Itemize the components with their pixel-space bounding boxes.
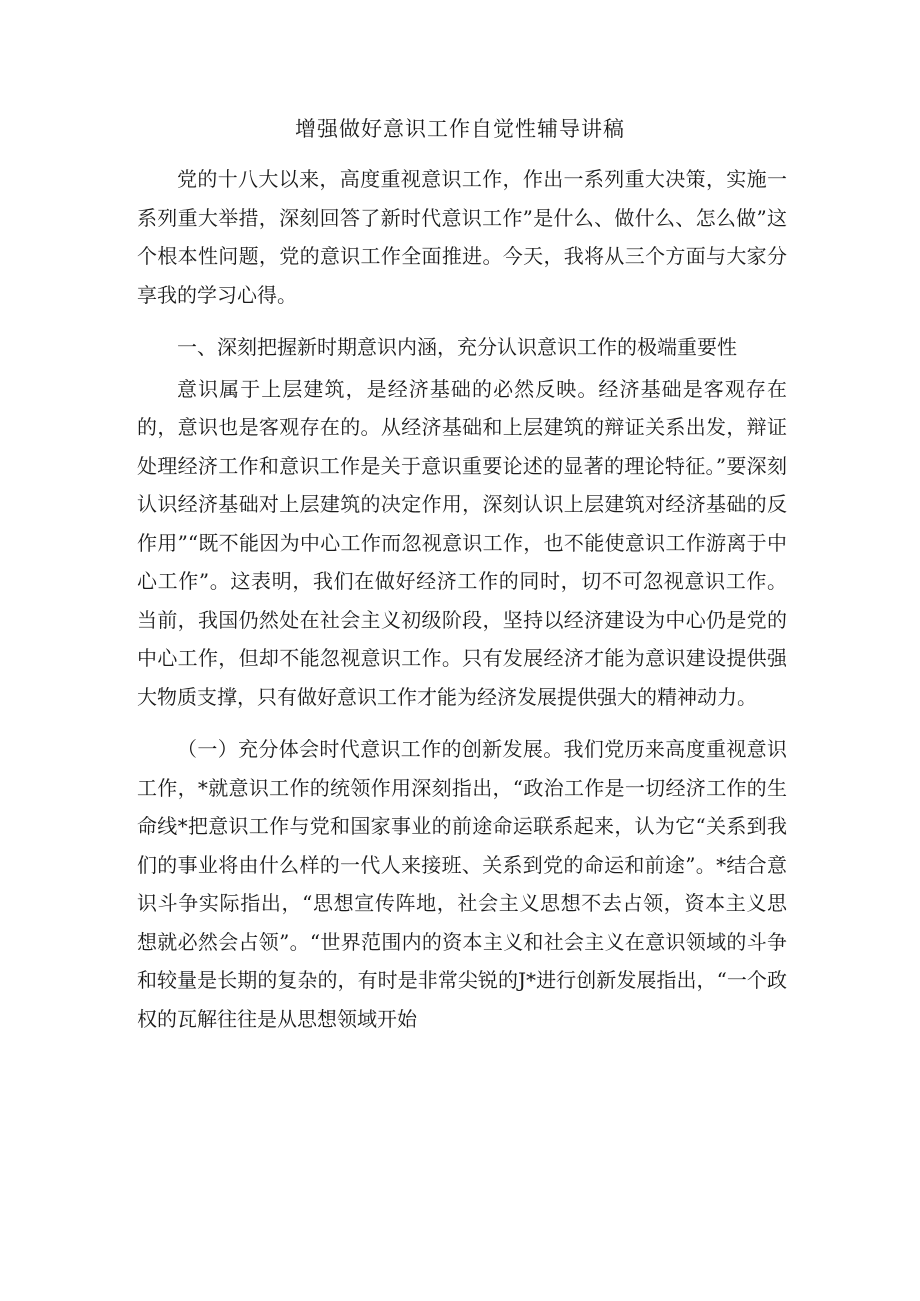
- document-title: 增强做好意识工作自觉性辅导讲稿: [295, 117, 625, 141]
- subsection-1-paragraph: （一）充分体会时代意识工作的创新发展。我们党历来高度重视意识工作，*就意识工作的统领作用深刻指出，“政治工作是一切经济工作的生命线*把意识工作与党和国家事业的前途命运联系起来，认为它“关系到我们的事业将由什么样的一代人来接班、关系到党的命运和前途”。*结合意识斗争实际指出，“思想宣传阵地，社会主义思想不去占领，资本主义思想就必然会占领”。“世界范围内的资本主义和社会主义在意识领域的斗争和较量是长期的复杂的，有时是非常尖锐的J*进行创新发展指出，“一个政权的瓦解往往是从思想领域开始: [137, 737, 787, 1031]
- document-body: [137, 160, 787, 1038]
- section-1-paragraph: 意识属于上层建筑，是经济基础的必然反映。经济基础是客观存在的，意识也是客观存在的。从经济基础和上层建筑的辩证关系出发，辩证处理经济工作和意识工作是关于意识重要论述的显著的理论特征。”要深刻认识经济基础对上层建筑的决定作用，深刻认识上层建筑对经济基础的反作用”“既不能因为中心工作而忽视意识工作，也不能使意识工作游离于中心工作”。这表明，我们在做好经济工作的同时，切不可忽视意识工作。当前，我国仍然处在社会主义初级阶段，坚持以经济建设为中心仍是党的中心工作，但却不能忽视意识工作。只有发展经济才能为意识建设提供强大物质支撑，只有做好意识工作才能为经济发展提供强大的精神动力。: [137, 376, 787, 709]
- section-1-heading: 一、深刻把握新时期意识内涵，充分认识意识工作的极端重要性: [177, 335, 737, 359]
- intro-paragraph: 党的十八大以来，高度重视意识工作，作出一系列重大决策，实施一系列重大举措，深刻回答了新时代意识工作”是什么、做什么、怎么做”这个根本性问题，党的意识工作全面推进。今天，我将从三个方面与大家分享我的学习心得。: [137, 167, 787, 307]
